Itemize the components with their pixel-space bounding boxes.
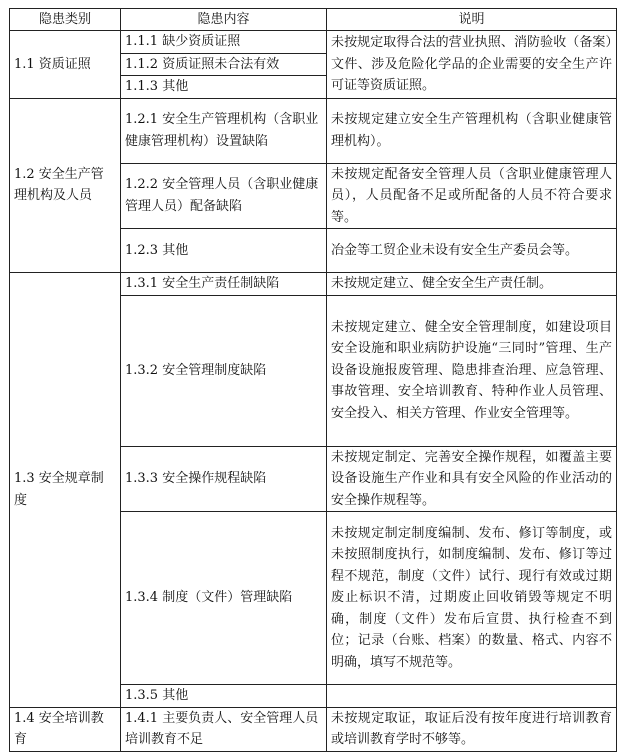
explanation-cell: 未按规定制定制度编制、发布、修订等制度，或未按照制度执行，如制度编制、发布、修订等过程不规范，制度（文件）试行、现行有效或过期废止标识不清，过期废止回收销毁等规定不明确，制度（文件）发布后宣贯、执行检查不到位；记录（台账、档案）的数量、格式、内容不明确，填写不规范等。 (327, 512, 617, 685)
explanation-cell: 未按规定取证，取证后没有按年度进行培训教育或培训教育学时不够等。 (327, 707, 617, 751)
table-row (10, 31, 617, 54)
header-explanation: 说明 (327, 9, 617, 31)
content-cell: 1.1.2 资质证照未合法有效 (121, 53, 327, 76)
table-row (10, 273, 617, 296)
content-cell: 1.4.1 主要负责人、安全管理人员培训教育不足 (121, 707, 327, 751)
table-header-row (10, 9, 617, 31)
content-cell: 1.1.1 缺少资质证照 (121, 31, 327, 54)
content-cell: 1.3.1 安全生产责任制缺陷 (121, 273, 327, 296)
content-cell: 1.2.1 安全生产管理机构（含职业健康管理机构）设置缺陷 (121, 98, 327, 163)
explanation-cell (327, 685, 617, 708)
table-row (10, 707, 617, 751)
explanation-cell: 冶金等工贸企业未设有安全生产委员会等。 (327, 229, 617, 273)
content-cell: 1.3.5 其他 (121, 685, 327, 708)
category-cell: 1.3 安全规章制度 (10, 273, 121, 708)
content-cell: 1.2.2 安全管理人员（含职业健康管理人员）配备缺陷 (121, 163, 327, 229)
explanation-cell: 未按规定建立、健全安全管理制度，如建设项目安全设施和职业病防护设施“三同时”管理、生产设备设施报废管理、隐患排查治理、应急管理、事故管理、安全培训教育、特种作业人员管理、安全投入、相关方管理、作业安全管理等。 (327, 295, 617, 446)
explanation-cell: 未按规定配备安全管理人员（含职业健康管理人员），人员配备不足或所配备的人员不符合要求等。 (327, 163, 617, 229)
table-row (10, 98, 617, 163)
content-cell: 1.1.3 其他 (121, 76, 327, 99)
category-cell: 1.1 资质证照 (10, 31, 121, 99)
explanation-cell: 未按规定制定、完善安全操作规程，如覆盖主要设备设施生产作业和具有安全风险的作业活动的安全操作规程等。 (327, 446, 617, 512)
explanation-cell: 未按规定取得合法的营业执照、消防验收（备案）文件、涉及危险化学品的企业需要的安全生产许可证等资质证照。 (327, 31, 617, 99)
content-cell: 1.2.3 其他 (121, 229, 327, 273)
content-cell: 1.3.3 安全操作规程缺陷 (121, 446, 327, 512)
content-cell: 1.3.4 制度（文件）管理缺陷 (121, 512, 327, 685)
explanation-cell: 未按规定建立、健全安全生产责任制。 (327, 273, 617, 296)
content-cell: 1.3.2 安全管理制度缺陷 (121, 295, 327, 446)
header-content: 隐患内容 (121, 9, 327, 31)
category-cell: 1.2 安全生产管理机构及人员 (10, 98, 121, 273)
explanation-cell: 未按规定建立安全生产管理机构（含职业健康管理机构）。 (327, 98, 617, 163)
hazard-classification-table (9, 8, 617, 752)
category-cell: 1.4 安全培训教育 (10, 707, 121, 751)
header-category: 隐患类别 (10, 9, 121, 31)
